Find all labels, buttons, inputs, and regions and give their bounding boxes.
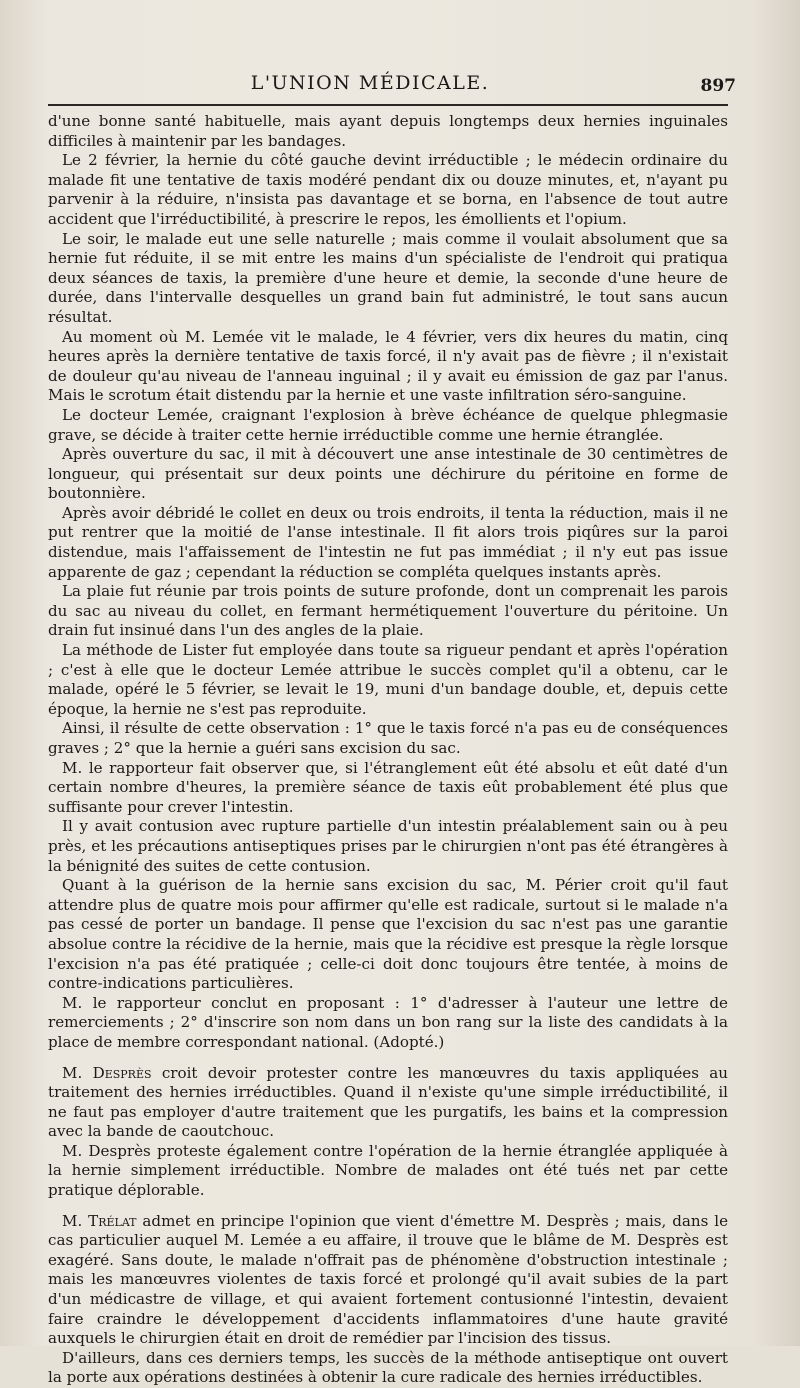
paragraph: Le 2 février, la hernie du côté gauche devint irréductible ; le médecin ordinaire du malade fit une tentative de taxis modéré pendant dix ou douze minutes, et, n'ayant pu parvenir à la réduire, n'insista pas davantage et se borna, en l'absence de tout autre accident que l'irréductibilité, à prescrire le repos, les émollients et l'opium. — [48, 151, 728, 228]
running-title: L'UNION MÉDICALE. — [250, 72, 490, 94]
paragraph: M. Desprès proteste également contre l'opération de la hernie étranglée appliquée à la hernie simplement irréductible. Nombre de malades ont été tués net par cette pratique déplorable. — [48, 1141, 728, 1200]
page-number: 897 — [700, 76, 736, 96]
paragraph: Le soir, le malade eut une selle naturelle ; mais comme il voulait absolument que sa hernie fut réduite, il se mit entre les mains d'un spécialiste de l'endroit qui pratiqua deux séances de taxis, la première d'une heure et demie, la seconde d'une heure de durée, dans l'intervalle desquelles un grand bain fut administré, le tout sans aucun résultat. — [48, 229, 728, 326]
paragraph: M. le rapporteur fait observer que, si l'étranglement eût été absolu et eût daté d'un certain nombre d'heures, la première séance de taxis eût probablement été plus que suffisante pour crever l'intestin. — [48, 758, 728, 816]
paragraph: La plaie fut réunie par trois points de suture profonde, dont un comprenait les parois du sac au niveau du collet, en fermant hermétiquement l'ouverture du péritoine. Un drain fut insinué dans l'un des angles de la plaie. — [48, 582, 728, 640]
paragraph: La méthode de Lister fut employée dans toute sa rigueur pendant et après l'opération ; c'est à elle que le docteur Lemée attribue le succès complet qu'il a obtenu, car le malade, opéré le 5 février, se levait le 19, muni d'un bandage double, et, depuis cette époque, la hernie ne s'est pas reproduite. — [48, 641, 728, 718]
header-rule — [48, 104, 728, 106]
paragraph: Quant à la guérison de la hernie sans excision du sac, M. Périer croit qu'il faut attendre plus de quatre mois pour affirmer qu'elle est radicale, surtout si le malade n'a pas cessé de porter un bandage. Il pense que l'excision du sac n'est pas une garantie absolue contre la récidive de la hernie, mais que la récidive est presque la règle lorsque l'excision n'a pas été pratiquée ; celle-ci doit donc toujours être tentée, à moins de contre-indications particulières. — [48, 876, 728, 993]
paragraph: Au moment où M. Lemée vit le malade, le 4 février, vers dix heures du matin, cinq heures après la dernière tentative de taxis forcé, il n'y avait pas de fièvre ; il n'existait de douleur qu'au niveau de l'anneau inguinal ; il y avait eu émission de gaz par l'anus. Mais le scrotum était distendu par la hernie et une vaste infiltration séro-sanguine. — [48, 327, 728, 405]
paragraph: M. Desprès croit devoir protester contre les manœuvres du taxis appliquées au traitement des hernies irréductibles. Quand il n'existe qu'une simple irréductibilité, il ne faut pas employer d'autre traitement que les purgatifs, les bains et la compression avec la bande de caoutchouc. — [48, 1063, 729, 1141]
paragraph: Après ouverture du sac, il mit à découvert une anse intestinale de 30 centimètres de longueur, qui présentait sur deux points une déchirure du péritoine en forme de boutonnière. — [48, 445, 728, 503]
paragraph: d'une bonne santé habituelle, mais ayant depuis longtemps deux hernies inguinales difficiles à maintenir par les bandages. — [48, 112, 728, 150]
paragraph: M. Trélat admet en principe l'opinion que vient d'émettre M. Desprès ; mais, dans le cas particulier auquel M. Lemée a eu affaire, il trouve que le blâme de M. Desprès est exagéré. Sans doute, le malade n'offrait pas de phénomène d'obstruction intestinale ; mais les manœuvres violentes de taxis forcé et prolongé qu'il avait subies de la part d'un médicastre de village, et qui avaient fortement contusionné l'intestin, devaient faire craindre le développement d'accidents inflammatoires d'une haute gravité auxquels le chirurgien était en droit de remédier par l'incision des tissus. — [48, 1211, 729, 1348]
paragraph: Ainsi, il résulte de cette observation : 1° que le taxis forcé n'a pas eu de conséquences graves ; 2° que la hernie a guéri sans excision du sac. — [48, 719, 728, 757]
page-header — [48, 66, 736, 100]
paragraph: Après avoir débridé le collet en deux ou trois endroits, il tenta la réduction, mais il ne put rentrer que la moitié de l'anse intestinale. Il fit alors trois piqûres sur la paroi distendue, mais l'affaissement de l'intestin ne fut pas immédiat ; il n'y eut pas issue apparente de gaz ; cependant la réduction se compléta quelques instants après. — [48, 503, 728, 581]
speaker-name: M. Desprès — [62, 1063, 152, 1082]
paragraph: Il y avait contusion avec rupture partielle d'un intestin préalablement sain ou à peu près, et les précautions antiseptiques prises par le chirurgien n'ont pas été étrangères à la bénignité des suites de cette contusion. — [48, 817, 728, 875]
article-body — [48, 112, 728, 1388]
paragraph: D'ailleurs, dans ces derniers temps, les succès de la méthode antiseptique ont ouvert la porte aux opérations destinées à obtenir la cure radicale des hernies irréductibles. — [48, 1348, 728, 1387]
paragraph: M. le rapporteur conclut en proposant : 1° d'adresser à l'auteur une lettre de remerciements ; 2° d'inscrire son nom dans un bon rang sur la liste des candidats à la place de membre correspondant national. (Adopté.) — [48, 993, 728, 1051]
paragraph: Le docteur Lemée, craignant l'explosion à brève échéance de quelque phlegmasie grave, se décide à traiter cette hernie irréductible comme une hernie étranglée. — [48, 405, 728, 444]
speaker-name: M. Trélat — [62, 1211, 137, 1230]
